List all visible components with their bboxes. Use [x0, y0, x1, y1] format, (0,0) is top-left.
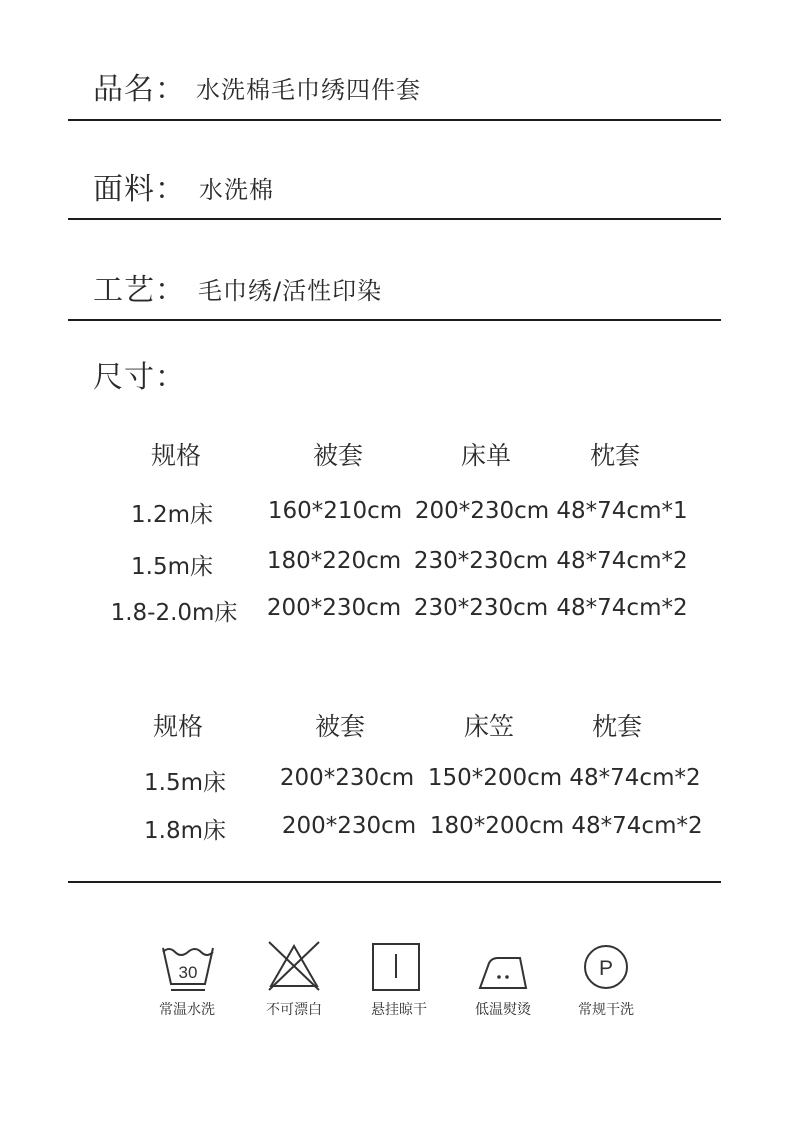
field-fabric-label: 面料：: [93, 172, 186, 207]
divider: [68, 881, 721, 883]
table-cell: 48*74cm*2: [556, 548, 688, 574]
divider: [68, 218, 721, 220]
table-cell: 200*230cm: [266, 595, 402, 621]
care-label: 低温熨烫: [475, 1002, 531, 1018]
table-cell: 230*230cm: [413, 548, 549, 574]
table-cell: 200*230cm: [279, 765, 415, 791]
table-cell: 1.8-2.0m床: [110, 600, 238, 626]
table-cell: 180*220cm: [266, 548, 402, 574]
table-header: 床单: [460, 441, 512, 470]
table-header: 床笠: [463, 712, 515, 741]
divider: [68, 119, 721, 121]
care-label: 常温水洗: [159, 1002, 215, 1018]
table-cell: 1.2m床: [131, 502, 213, 528]
table-header: 被套: [314, 712, 366, 741]
field-name-label: 品名：: [93, 72, 186, 107]
field-craft-label: 工艺：: [93, 273, 186, 308]
iron-low-icon: [474, 944, 532, 996]
table-cell: 48*74cm*2: [556, 595, 688, 621]
table-cell: 150*200cm: [427, 765, 563, 791]
field-name-value: 水洗棉毛巾绣四件套: [196, 76, 421, 104]
hang-dry-icon: [368, 940, 426, 992]
table-header: 规格: [152, 712, 204, 741]
dry-clean-text: P: [598, 957, 614, 980]
table-cell: 48*74cm*1: [556, 498, 688, 524]
wash-temp-text: 30: [178, 963, 198, 982]
table-cell: 1.5m床: [131, 554, 213, 580]
table-header: 规格: [150, 441, 202, 470]
table-cell: 1.8m床: [144, 818, 226, 844]
wash-30-icon: [159, 942, 217, 994]
field-size-label: 尺寸：: [93, 360, 186, 395]
care-label: 常规干洗: [578, 1002, 634, 1018]
table-cell: 160*210cm: [267, 498, 403, 524]
table-cell: 230*230cm: [413, 595, 549, 621]
field-craft-value: 毛巾绣/活性印染: [198, 277, 383, 305]
no-bleach-icon: [265, 940, 323, 992]
table-cell: 1.5m床: [144, 770, 226, 796]
field-fabric-value: 水洗棉: [199, 176, 274, 204]
table-cell: 48*74cm*2: [571, 813, 703, 839]
table-cell: 180*200cm: [429, 813, 565, 839]
care-label: 悬挂晾干: [371, 1002, 427, 1018]
table-header: 枕套: [589, 441, 641, 470]
table-header: 枕套: [591, 712, 643, 741]
table-header: 被套: [312, 441, 364, 470]
table-cell: 48*74cm*2: [569, 765, 701, 791]
table-cell: 200*230cm: [281, 813, 417, 839]
table-cell: 200*230cm: [414, 498, 550, 524]
care-label: 不可漂白: [266, 1002, 322, 1018]
divider: [68, 319, 721, 321]
dry-clean-p-icon: [578, 940, 636, 992]
